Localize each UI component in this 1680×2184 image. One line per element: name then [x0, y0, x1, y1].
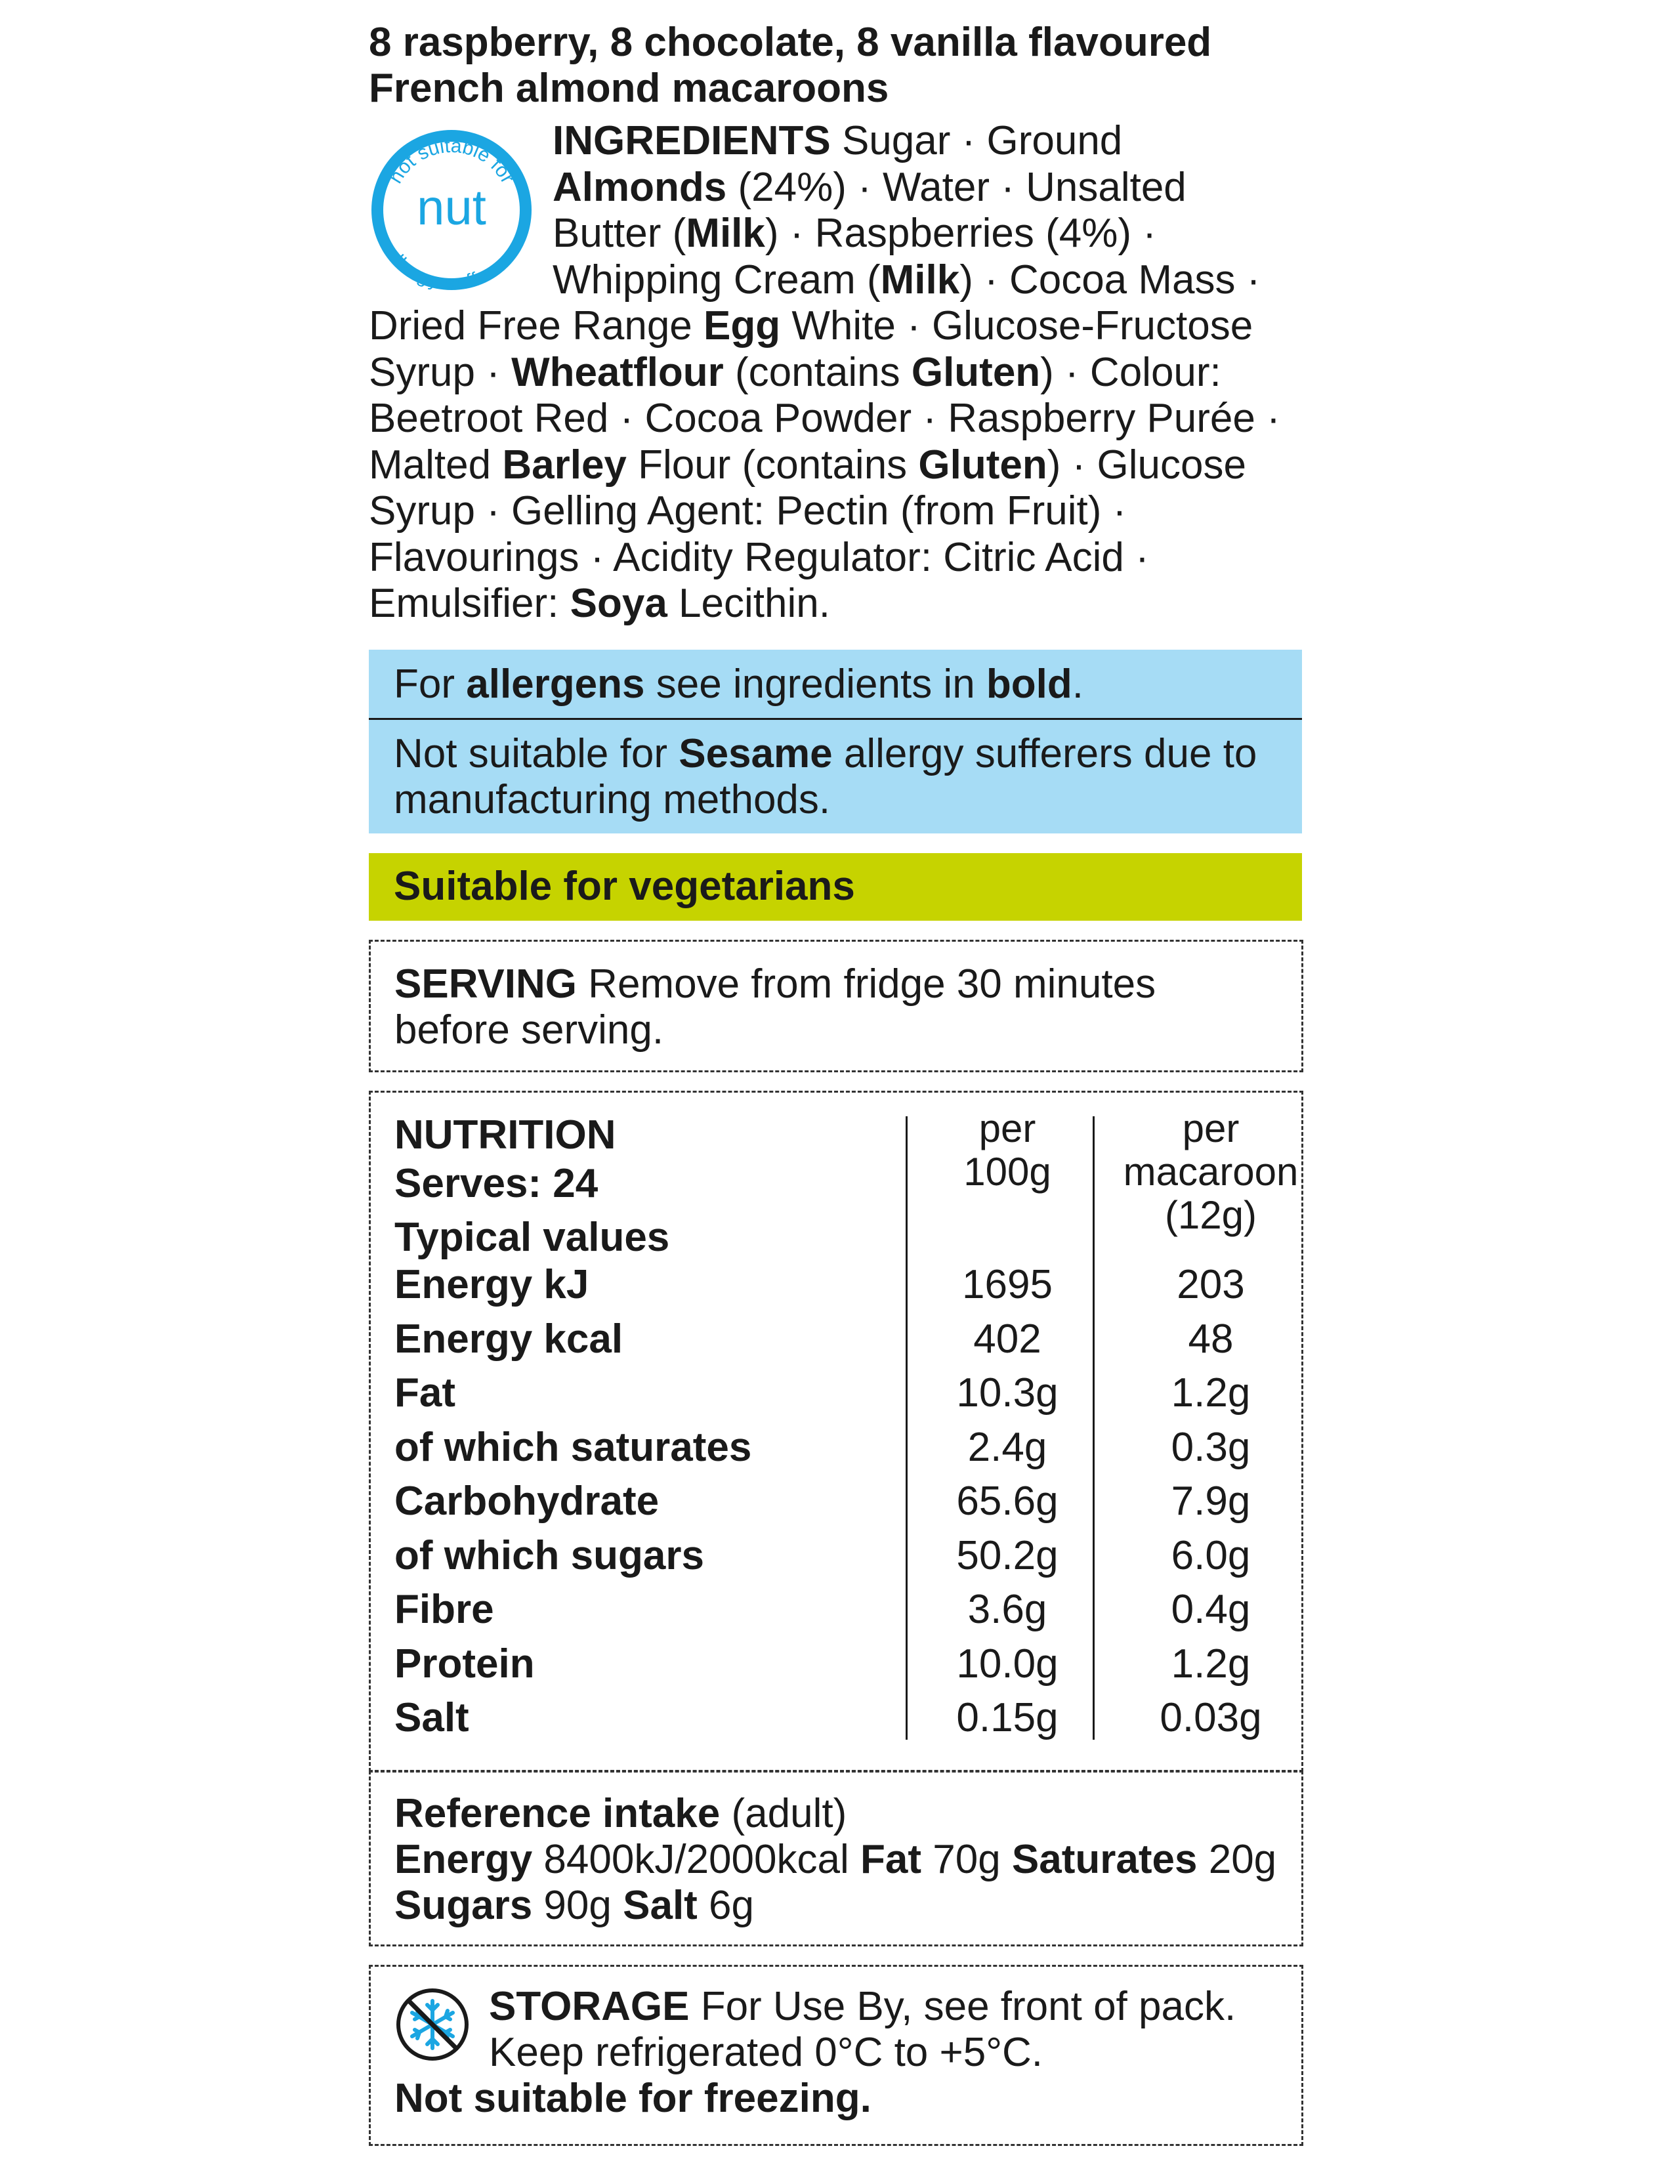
storage-section [369, 1965, 1303, 2146]
storage-line2: Keep refrigerated 0°C to +5°C. [489, 2030, 1043, 2075]
ingredients-text: Sugar · Ground [830, 118, 1123, 163]
nutrition-row [394, 1421, 1300, 1475]
allergen-info-box [369, 650, 1302, 833]
vegetarian-banner [369, 853, 1302, 921]
value-per-macaroon: 1.2g [1171, 1641, 1251, 1687]
value-per-100g: 402 [973, 1316, 1041, 1362]
value-per-100g: 50.2g [956, 1532, 1059, 1578]
allergen-almonds: Almonds [553, 164, 727, 210]
divider [369, 718, 1302, 720]
value-per-100g: 10.3g [956, 1370, 1059, 1416]
nutrient-label: Fat [394, 1370, 455, 1416]
ingredients-text: White · Glucose-Fructose Syrup · [369, 303, 1253, 395]
nutrition-row [394, 1637, 1300, 1691]
badge-center-text: nut [417, 180, 486, 236]
nutrition-row [394, 1583, 1300, 1637]
ingredients-text: Flour (contains [626, 442, 919, 488]
allergen-soya: Soya [570, 581, 667, 626]
vegetarian-text: Suitable for vegetarians [394, 864, 855, 909]
nutrition-row [394, 1366, 1300, 1420]
value-per-100g: 2.4g [967, 1424, 1047, 1470]
nutrition-row [394, 1312, 1300, 1366]
allergen-egg: Egg [704, 303, 781, 348]
allergen-gluten: Gluten [918, 442, 1047, 488]
nutrient-label: of which sugars [394, 1532, 704, 1578]
typical-values-label: Typical values [394, 1215, 670, 1260]
value-per-macaroon: 203 [1177, 1262, 1245, 1307]
value-per-macaroon: 6.0g [1171, 1532, 1251, 1578]
badge-top-text: not suitable for [385, 135, 519, 188]
no-freezing-icon [394, 1986, 471, 2063]
serving-section [369, 940, 1303, 1072]
ingredients-text: (24%) · Water · Unsalted Butter ( [553, 164, 1186, 256]
nutrient-label: Energy kJ [394, 1262, 589, 1307]
value-per-macaroon: 7.9g [1171, 1479, 1251, 1524]
ingredients-text: ) · Colour: Beetroot Red · Cocoa Powder · Raspberry Purée · Malted [369, 349, 1280, 488]
nutrition-row [394, 1529, 1300, 1583]
value-per-macaroon: 1.2g [1171, 1370, 1251, 1416]
storage-heading: STORAGE [489, 1984, 690, 2029]
serving-heading: SERVING [394, 961, 577, 1007]
product-title [369, 20, 1314, 112]
nutrient-label: Fibre [394, 1587, 494, 1632]
sesame-warning: Not suitable for Sesame allergy sufferers due to manufacturing methods. [394, 731, 1257, 822]
value-per-100g: 10.0g [956, 1641, 1059, 1687]
value-per-100g: 3.6g [967, 1587, 1047, 1632]
ingredients-text: (contains [723, 349, 912, 395]
value-per-macaroon: 0.4g [1171, 1587, 1251, 1632]
value-per-macaroon: 0.03g [1160, 1695, 1262, 1740]
freezing-warning: Not suitable for freezing. [394, 2076, 872, 2121]
value-per-macaroon: 0.3g [1171, 1424, 1251, 1470]
value-per-100g: 0.15g [956, 1695, 1059, 1740]
ingredients-text: ) · Cocoa Mass · Dried Free Range [369, 257, 1261, 348]
nutrient-label: Salt [394, 1695, 469, 1740]
value-per-100g: 65.6g [956, 1479, 1059, 1524]
allergen-bold-note: For allergens see ingredients in bold. [394, 662, 1083, 707]
nutrient-label: of which saturates [394, 1424, 752, 1470]
badge-bottom-text: allergy sufferers [381, 242, 522, 293]
column-header-per-macaroon: per macaroon (12g) [1123, 1106, 1299, 1237]
product-title-line2: French almond macaroons [369, 66, 889, 111]
serving-text: Remove from fridge 30 minutes before serving. [394, 961, 1156, 1053]
allergen-gluten: Gluten [911, 349, 1041, 395]
storage-line1: For Use By, see front of pack. [689, 1984, 1236, 2029]
nutrition-heading: NUTRITION [394, 1112, 616, 1158]
column-header-per-100g: per 100g [963, 1106, 1051, 1194]
ingredients-heading: INGREDIENTS [553, 118, 831, 163]
ingredients-text: ) · Raspberries (4%) · Whipping Cream ( [553, 211, 1156, 303]
value-per-macaroon: 48 [1188, 1316, 1234, 1362]
nutrition-row [394, 1475, 1300, 1528]
product-title-line1: 8 raspberry, 8 chocolate, 8 vanilla flavoured [369, 20, 1212, 65]
allergen-wheatflour: Wheatflour [511, 349, 724, 395]
allergen-barley: Barley [502, 442, 627, 488]
nutrient-label: Energy kcal [394, 1316, 623, 1362]
reference-intake-section: Reference intake (adult) Energy 8400kJ/2000kcal Fat 70g Saturates 20g Sugars 90g Salt 6g [369, 1771, 1303, 1946]
nutrition-table [369, 1091, 1303, 1772]
allergen-milk: Milk [686, 211, 765, 256]
nut-allergy-badge-icon [368, 126, 536, 294]
nutrition-row [394, 1691, 1300, 1745]
ingredients-text: ) · Glucose Syrup · Gelling Agent: Pectin (from Fruit) · Flavourings · Acidity Regulator: Citric Acid · Emulsifier: [369, 442, 1246, 626]
reference-heading: Reference intake [394, 1791, 721, 1836]
value-per-100g: 1695 [962, 1262, 1053, 1307]
serves-count: Serves: 24 [394, 1161, 598, 1206]
allergen-milk: Milk [880, 257, 960, 303]
nutrition-row [394, 1258, 1300, 1312]
ingredients-text: Lecithin. [667, 581, 830, 626]
nutrient-label: Carbohydrate [394, 1479, 660, 1524]
nutrient-label: Protein [394, 1641, 535, 1687]
